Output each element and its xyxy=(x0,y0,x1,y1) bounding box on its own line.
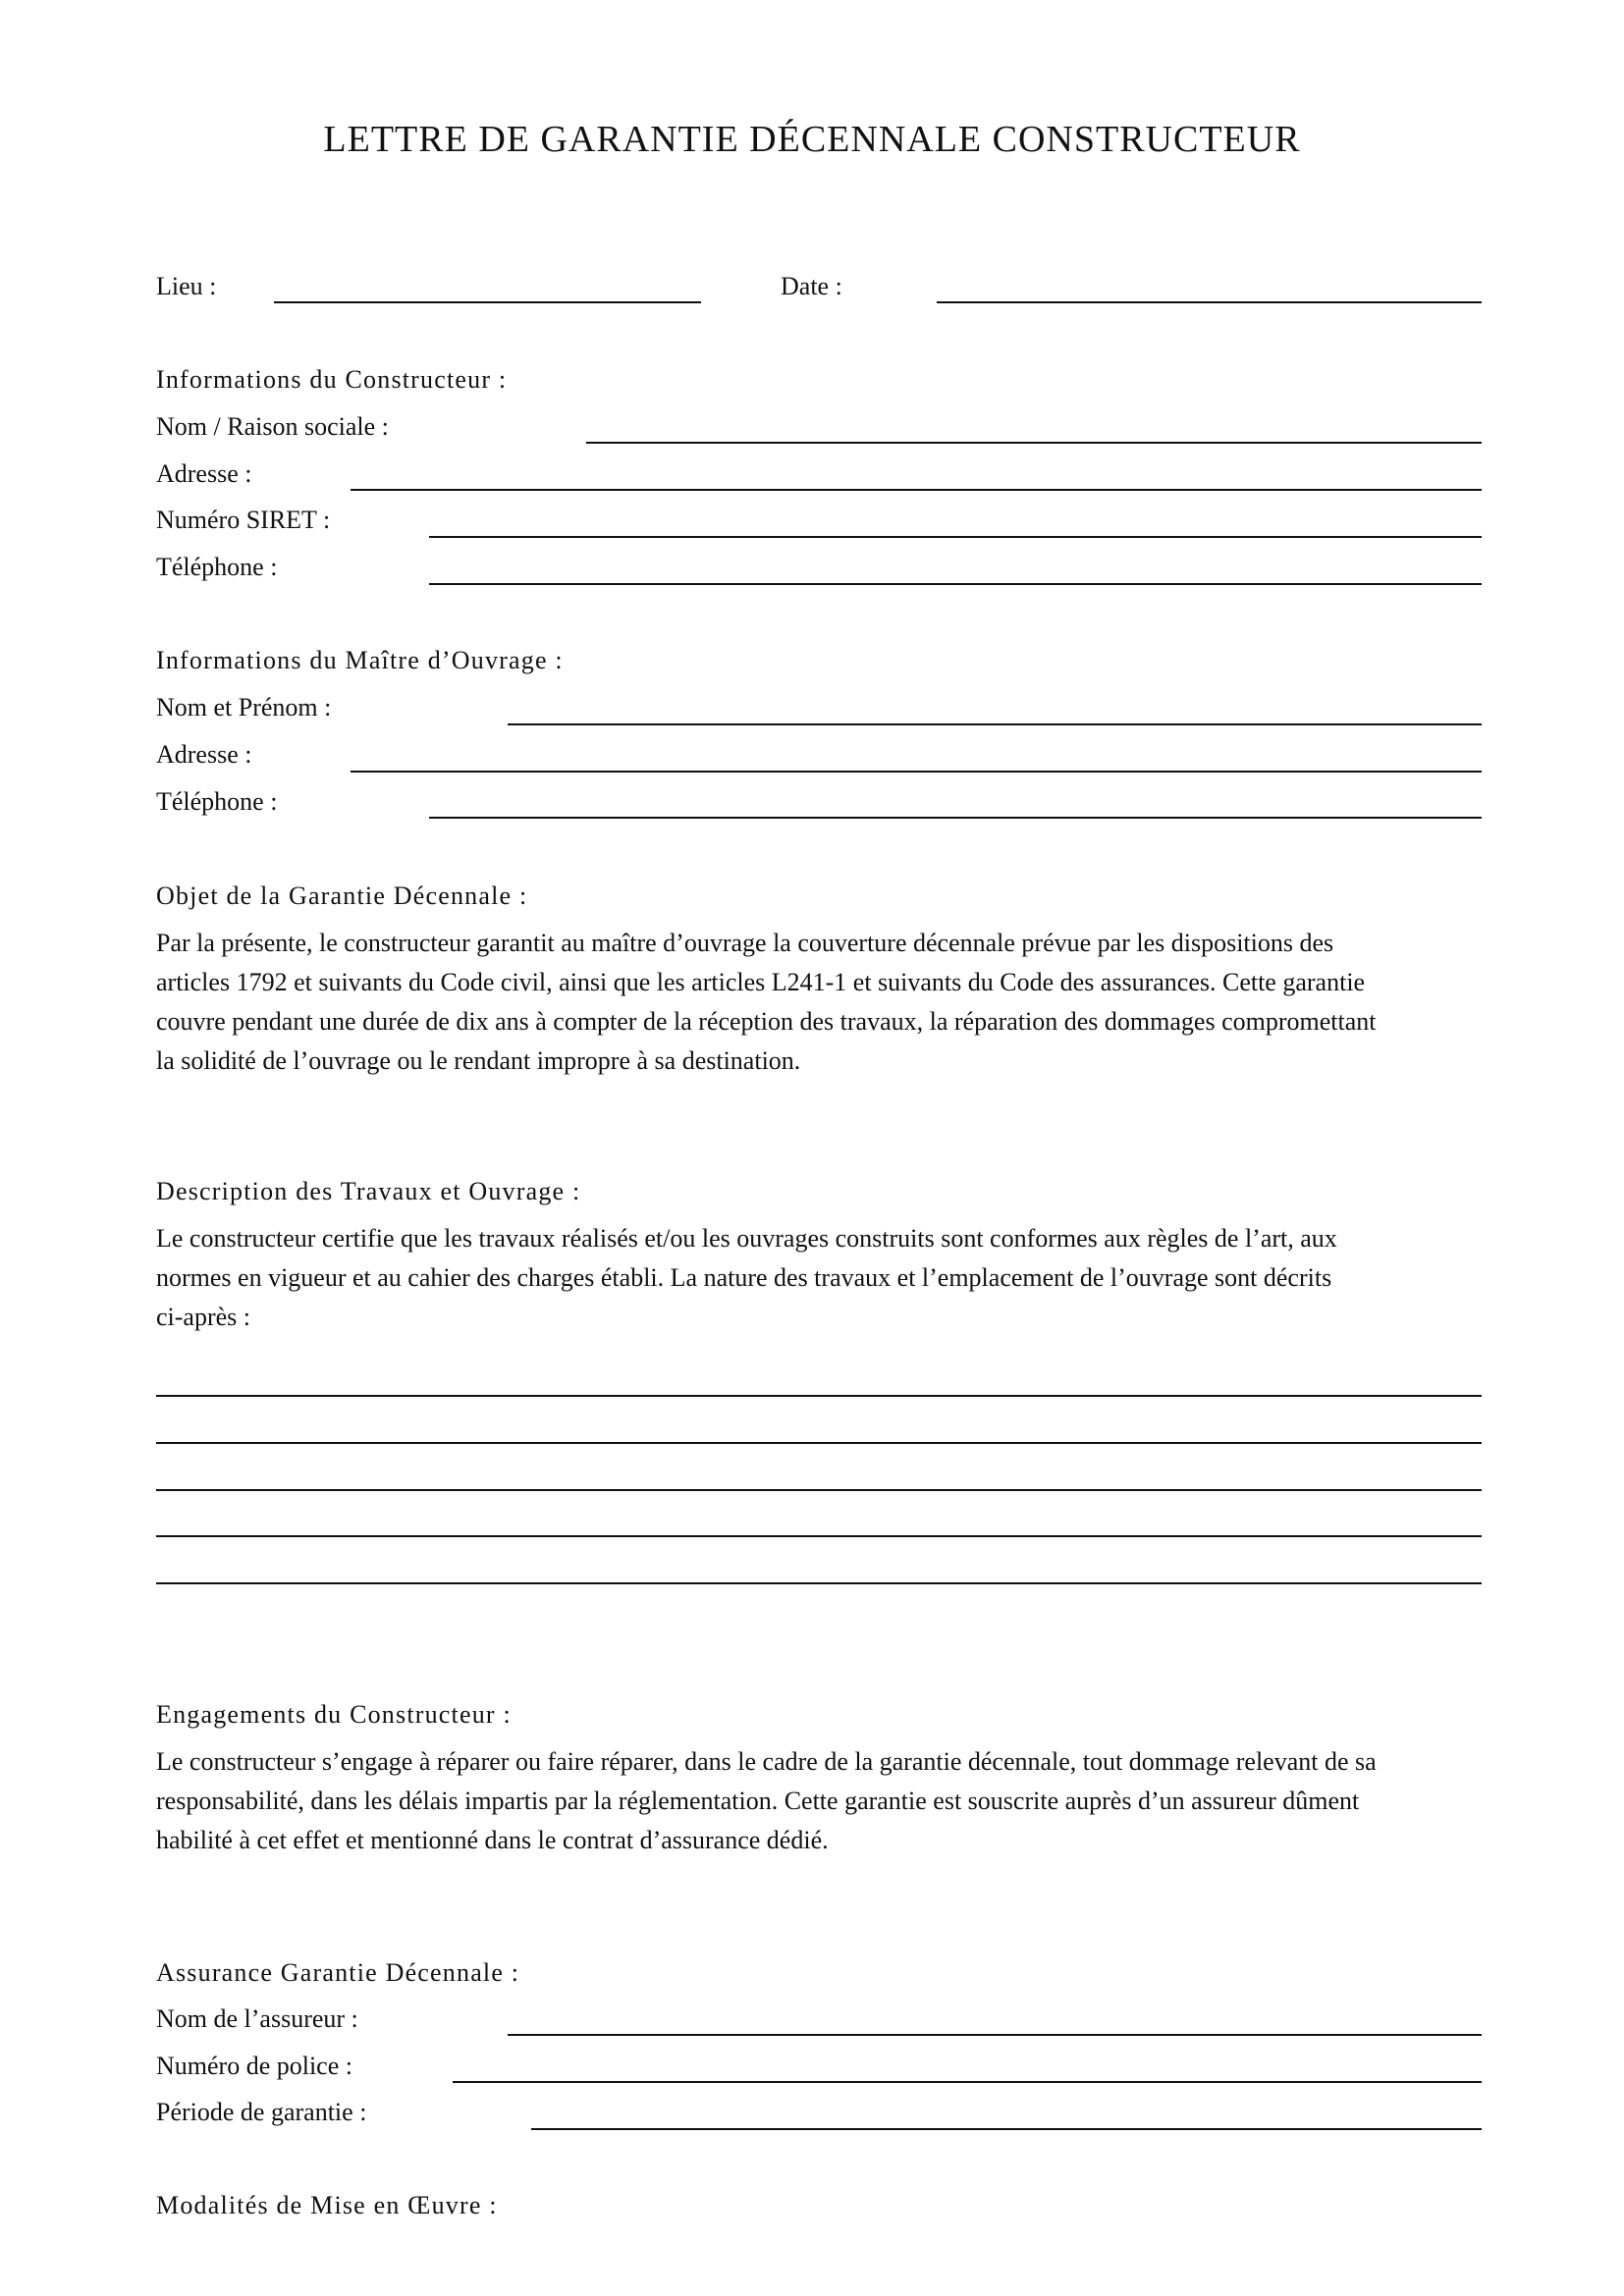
periode-garantie-line[interactable] xyxy=(531,2128,1482,2130)
objet-line: Par la présente, le constructeur garantit au maître d’ouvrage la couverture décennale prévue par les dispositions des xyxy=(156,929,1334,957)
date-input-line[interactable] xyxy=(937,301,1482,303)
assureur-nom-label: Nom de l’assureur : xyxy=(156,2004,358,2033)
engagements-heading: Engagements du Constructeur : xyxy=(156,1700,512,1729)
constructeur-adresse-label: Adresse : xyxy=(156,459,252,488)
maitre-nom-label: Nom et Prénom : xyxy=(156,693,332,721)
constructeur-adresse-line[interactable] xyxy=(351,489,1482,491)
description-paragraph xyxy=(156,1219,1482,1337)
description-writing-line[interactable] xyxy=(156,1535,1482,1537)
objet-line: couvre pendant une durée de dix ans à compter de la réception des travaux, la réparation des dommages compromettant xyxy=(156,1007,1377,1036)
police-numero-line[interactable] xyxy=(453,2081,1482,2083)
maitre-telephone-line[interactable] xyxy=(429,817,1482,819)
assureur-nom-line[interactable] xyxy=(508,2034,1482,2036)
constructeur-telephone-label: Téléphone : xyxy=(156,553,278,581)
description-writing-line[interactable] xyxy=(156,1442,1482,1444)
constructeur-telephone-line[interactable] xyxy=(429,583,1482,585)
objet-line: la solidité de l’ouvrage ou le rendant impropre à sa destination. xyxy=(156,1046,801,1075)
objet-line: articles 1792 et suivants du Code civil, ainsi que les articles L241-1 et suivants du Code des assurances. Cette garantie xyxy=(156,968,1366,996)
description-line: Le constructeur certifie que les travaux réalisés et/ou les ouvrages construits sont conformes aux règles de l’art, aux xyxy=(156,1224,1337,1253)
objet-paragraph xyxy=(156,924,1482,1081)
maitre-nom-line[interactable] xyxy=(508,723,1482,725)
assurance-heading: Assurance Garantie Décennale : xyxy=(156,1958,520,1987)
constructeur-heading: Informations du Constructeur : xyxy=(156,365,508,394)
description-writing-line[interactable] xyxy=(156,1489,1482,1491)
maitre-telephone-label: Téléphone : xyxy=(156,787,278,816)
date-label: Date : xyxy=(781,272,842,300)
description-line: ci-après : xyxy=(156,1303,251,1331)
modalites-heading: Modalités de Mise en Œuvre : xyxy=(156,2191,498,2219)
lieu-label: Lieu : xyxy=(156,272,217,300)
engagements-line: habilité à cet effet et mentionné dans le contrat d’assurance dédié. xyxy=(156,1826,829,1854)
maitre-adresse-line[interactable] xyxy=(351,771,1482,773)
constructeur-nom-label: Nom / Raison sociale : xyxy=(156,412,389,441)
constructeur-nom-line[interactable] xyxy=(586,442,1482,444)
document-title: LETTRE DE GARANTIE DÉCENNALE CONSTRUCTEUR xyxy=(323,119,1301,160)
constructeur-siret-line[interactable] xyxy=(429,536,1482,538)
maitre-ouvrage-heading: Informations du Maître d’Ouvrage : xyxy=(156,646,564,674)
periode-garantie-label: Période de garantie : xyxy=(156,2098,367,2126)
maitre-adresse-label: Adresse : xyxy=(156,740,252,769)
description-writing-line[interactable] xyxy=(156,1395,1482,1397)
objet-heading: Objet de la Garantie Décennale : xyxy=(156,881,528,910)
lieu-input-line[interactable] xyxy=(274,301,701,303)
constructeur-siret-label: Numéro SIRET : xyxy=(156,506,331,534)
engagements-paragraph xyxy=(156,1742,1482,1860)
engagements-line: responsabilité, dans les délais impartis par la réglementation. Cette garantie est souscrite auprès d’un assureur dûment xyxy=(156,1787,1360,1815)
engagements-line: Le constructeur s’engage à réparer ou faire réparer, dans le cadre de la garantie décennale, tout dommage relevant de sa xyxy=(156,1747,1377,1776)
description-heading: Description des Travaux et Ouvrage : xyxy=(156,1177,581,1205)
description-line: normes en vigueur et au cahier des charges établi. La nature des travaux et l’emplacement de l’ouvrage sont décrits xyxy=(156,1263,1332,1292)
description-writing-line[interactable] xyxy=(156,1582,1482,1584)
police-numero-label: Numéro de police : xyxy=(156,2052,352,2080)
